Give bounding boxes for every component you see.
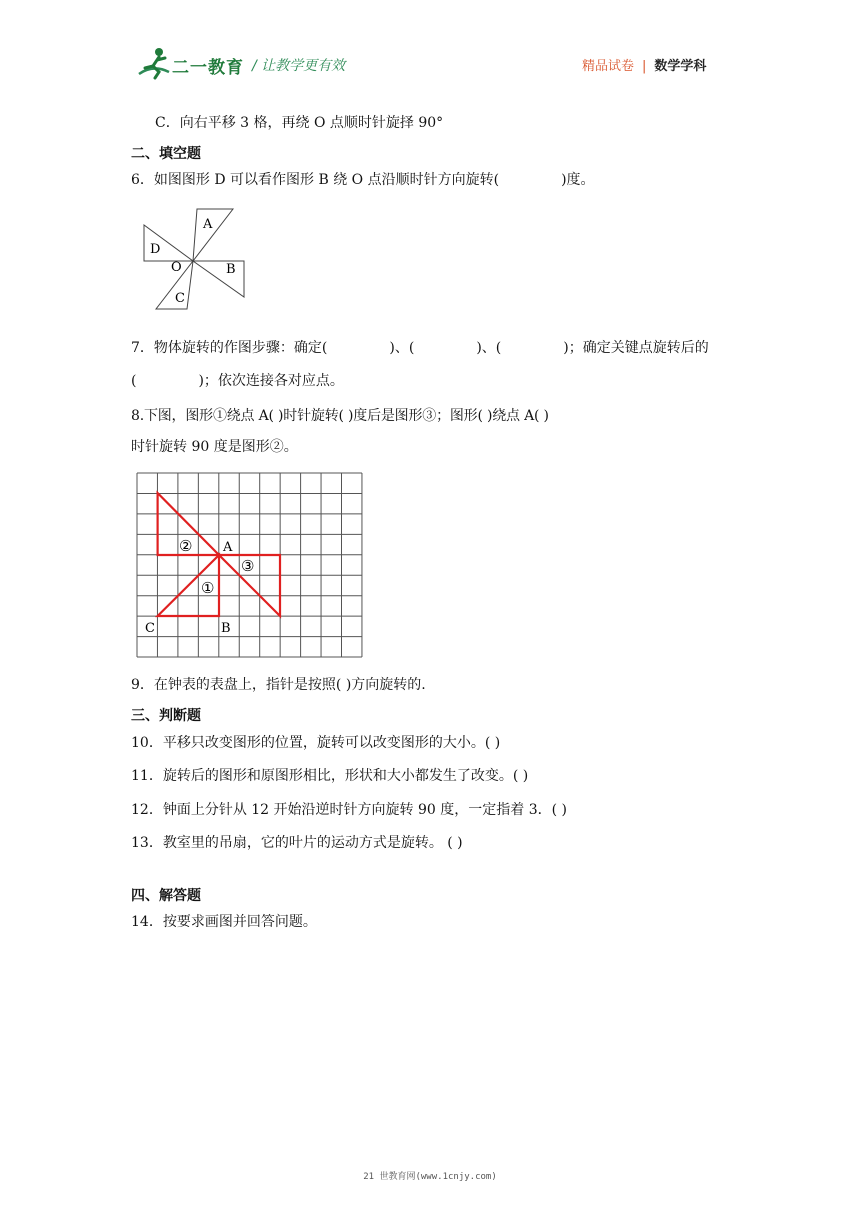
page-footer: 21 世教育网(www.1cnjy.com): [363, 1172, 497, 1182]
q7-text-6: )；依次连接各对应点。: [198, 373, 344, 389]
q6-text: 6．如图图形 D 可以看作图形 B 绕 O 点沿顺时针方向旋转(: [131, 172, 500, 188]
subject-label: 数学学科: [654, 59, 707, 74]
q7-text-1: 7．物体旋转的作图步骤：确定(: [131, 340, 328, 356]
grid-rotation-figure: [135, 471, 365, 661]
label-B: B: [226, 262, 236, 277]
question-9: 9．在钟表的表盘上，指针是按照( )方向旋转的.: [131, 677, 426, 693]
section-fill-blank-title: 二、填空题: [131, 146, 201, 162]
q7-text-5: (: [131, 373, 137, 389]
page-header: [0, 0, 860, 90]
section-true-false-title: 三、判断题: [131, 708, 201, 724]
exam-label: 精品试卷: [582, 59, 635, 74]
grid-label-B: B: [221, 621, 231, 636]
header-right: [582, 55, 706, 74]
q7-text-4: )；确定关键点旋转后的: [563, 340, 709, 356]
question-6: [131, 171, 595, 189]
question-7-line1: [131, 339, 709, 357]
question-10: 10．平移只改变图形的位置，旋转可以改变图形的大小。( ): [131, 735, 501, 751]
question-8-line2: 时针旋转 90 度是图形②。: [131, 439, 298, 455]
label-A: A: [203, 217, 213, 232]
question-14: 14．按要求画图并回答问题。: [131, 914, 317, 930]
brand-slogan: / 让教学更有效: [252, 58, 346, 74]
pinwheel-figure: [140, 205, 250, 313]
question-11: 11．旋转后的图形和原图形相比，形状和大小都发生了改变。( ): [131, 768, 529, 784]
q7-text-2: )、(: [389, 340, 415, 356]
question-7-line2: [131, 372, 344, 390]
label-C: C: [175, 291, 185, 306]
section-answer-title: 四、解答题: [131, 888, 201, 904]
q6-text-end: )度。: [561, 172, 595, 188]
label-D: D: [150, 242, 161, 257]
q7-text-3: )、(: [476, 340, 502, 356]
shape-3-label: ③: [241, 557, 255, 575]
q5-option-c: C．向右平移 3 格，再绕 O 点顺时针旋择 90°: [155, 115, 444, 131]
label-O: O: [171, 260, 182, 275]
header-separator: |: [642, 59, 647, 74]
shape-1-label: ①: [201, 579, 215, 597]
grid-label-A: A: [223, 540, 233, 555]
grid-label-C: C: [145, 621, 155, 636]
brand-name: 二一教育: [172, 58, 244, 78]
question-12: 12．钟面上分针从 12 开始沿逆时针方向旋转 90 度，一定指着 3．( ): [131, 802, 567, 818]
shape-2-label: ②: [179, 537, 193, 555]
question-13: 13．教室里的吊扇，它的叶片的运动方式是旋转。 ( ): [131, 835, 463, 851]
question-8-line1: 8.下图，图形①绕点 A( )时针旋转( )度后是图形③；图形( )绕点 A( ): [131, 408, 549, 424]
